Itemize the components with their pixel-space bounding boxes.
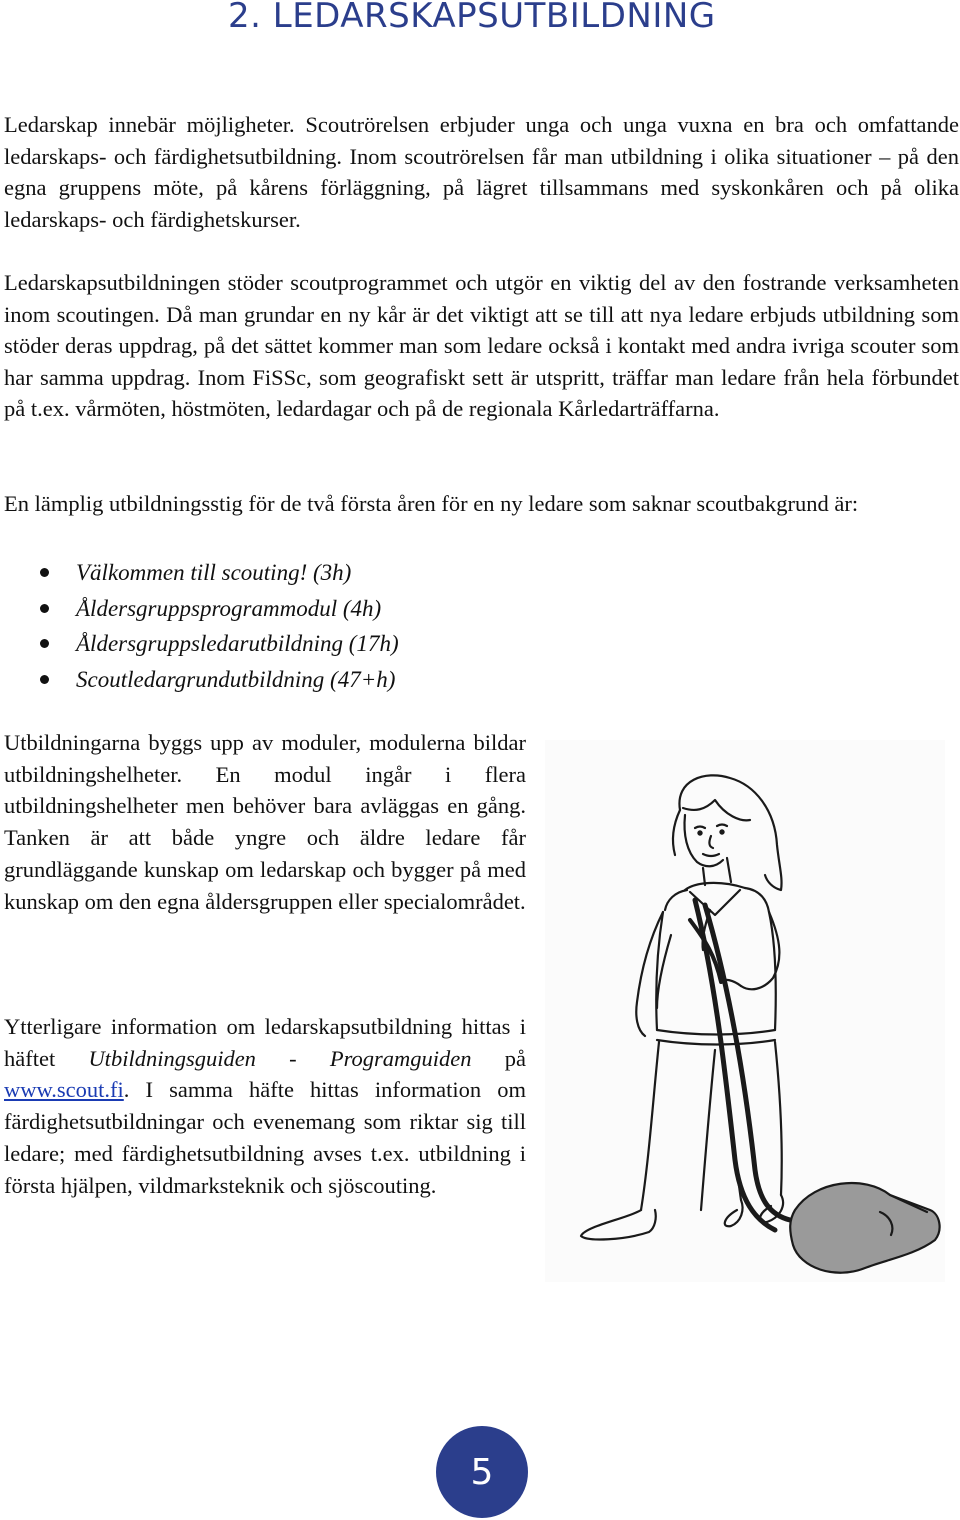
more-info-paragraph: Ytterligare information om ledarskapsutbildning hittas i häftet Utbildningsguiden - Programguiden på www.scout.fi. I samma häfte hittas information om färdighetsutbildningar och evenemang som riktar sig till ledare; med färdighetsutbildning avses t.ex. utbildning i första hjälpen, vildmarksteknik och sjöscouting.: [4, 1014, 526, 1198]
bullet-icon: [40, 639, 49, 648]
leadership-training-paragraph: Ledarskapsutbildningen stöder scoutprogrammet och utgör en viktig del av den fostrande verksamheten inom scoutingen. Då man grundar en ny kår är det viktigt att se till att nya ledare erbjuds utbildning som stöder deras uppdrag, på det sättet kommer man som ledare också i kontakt med andra ivriga scouter som har samma uppdrag. Inom FiSSc, som geografiskt sett är utspritt, träffar man ledare från hela förbundet på t.ex. vårmöten, höstmöten, ledardagar och på de regionala Kårledarträffarna.: [4, 270, 959, 421]
modules-paragraph: Utbildningarna byggs upp av moduler, modulerna bildar utbildningshelheter. En modul ingår i flera utbildningshelheter men behöver bara avläggas en gång. Tanken är att både yngre och äldre ledare får grundläggande kunskap om ledarskap och bygger på med kunskap om den egna åldersgruppen eller specialområdet.: [4, 730, 526, 914]
list-item: Scoutledargrundutbildning (47+h): [40, 662, 399, 698]
intro-paragraph: Ledarskap innebär möjligheter. Scoutrörelsen erbjuder unga och unga vuxna en bra och omfattande ledarskaps- och färdighetsutbildning. Inom scoutrörelsen får man utbildning i olika situationer – på den egna gruppens möte, på kårens förläggning, på lägret tillsammans med syskonkåren och på olika ledarskaps- och färdighetskurser.: [4, 112, 959, 232]
bullet-icon: [40, 675, 49, 684]
training-path-list: [40, 555, 399, 697]
scout-website-link[interactable]: www.scout.fi: [4, 1077, 124, 1103]
list-item: Välkommen till scouting! (3h): [40, 555, 399, 591]
list-item: Åldersgruppsledarutbildning (17h): [40, 626, 399, 662]
page-number-badge: 5: [436, 1426, 528, 1518]
guide-title: Utbildningsguiden - Programguiden: [88, 1045, 472, 1071]
bullet-icon: [40, 568, 49, 577]
bullet-icon: [40, 604, 49, 613]
training-path-intro: En lämplig utbildningsstig för de två första åren för en ny ledare som saknar scoutbakgrund är:: [4, 491, 859, 516]
page-title: 2. LEDARSKAPSUTBILDNING: [228, 0, 716, 36]
scout-leader-illustration: [545, 740, 945, 1282]
list-item: Åldersgruppsprogrammodul (4h): [40, 591, 399, 627]
